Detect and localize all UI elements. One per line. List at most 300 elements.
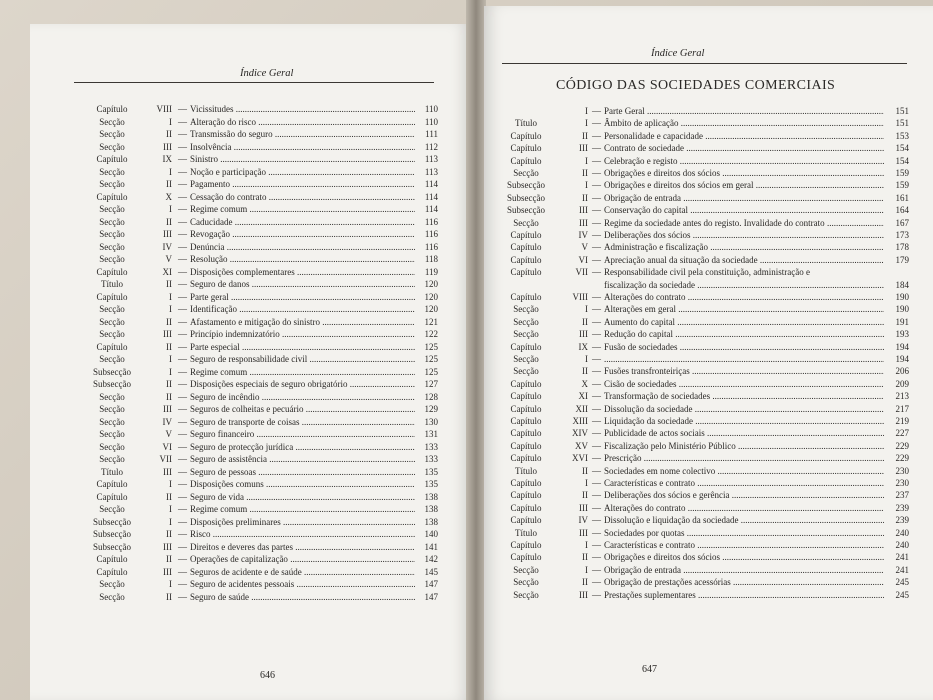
entry-dash: — xyxy=(178,404,187,414)
entry-title: Obrigação de entrada ..... xyxy=(604,565,884,576)
entry-number: I xyxy=(585,118,588,129)
entry-type: Secção xyxy=(513,354,539,364)
entry-type: Capítulo xyxy=(510,540,542,550)
entry-dash: — xyxy=(178,116,187,127)
entry-title: Seguro de protecção jurídica ..... xyxy=(190,442,415,453)
entry-dash: — xyxy=(178,129,187,139)
entry-number: XI xyxy=(162,266,172,277)
entry-page: 114 xyxy=(424,204,438,214)
entry-type: Capítulo xyxy=(96,341,128,352)
entry-dash: — xyxy=(592,453,601,464)
entry-page: 159 xyxy=(895,180,909,191)
entry-type: Secção xyxy=(99,229,125,239)
entry-title: Seguro financeiro ..... xyxy=(190,429,415,440)
entry-page: 147 xyxy=(424,579,438,589)
running-head: Índice Geral xyxy=(240,68,294,79)
entry-dash: — xyxy=(592,478,601,488)
entry-dash: — xyxy=(178,504,187,514)
entry-title: Insolvência ..... xyxy=(190,142,415,153)
entry-page: 217 xyxy=(895,403,909,414)
entry-number: II xyxy=(582,552,588,563)
entry-type: Capítulo xyxy=(96,491,128,502)
entry-type: Secção xyxy=(513,577,539,588)
entry-title: Regime comum ..... xyxy=(190,204,415,215)
entry-title: Identificação ..... xyxy=(190,304,415,315)
entry-title: Parte geral ..... xyxy=(190,292,415,303)
entry-type: Capítulo xyxy=(510,490,542,501)
entry-page: 135 xyxy=(424,466,438,477)
entry-number: XVI xyxy=(572,453,588,464)
entry-page: 241 xyxy=(895,552,909,563)
entry-title: Cessação do contrato ..... xyxy=(190,192,415,203)
entry-dash: — xyxy=(178,441,187,452)
entry-type: Secção xyxy=(99,254,125,264)
entry-number: I xyxy=(585,478,588,488)
entry-type: Capítulo xyxy=(510,143,542,154)
entry-type: Secção xyxy=(99,454,125,464)
entry-title: Responsabilidade civil pela constituição, administração e xyxy=(604,267,810,278)
entry-number: IV xyxy=(578,515,588,526)
entry-type: Capítulo xyxy=(510,378,542,389)
entry-type: Capítulo xyxy=(510,478,542,488)
page-number: 647 xyxy=(642,664,657,675)
entry-number: II xyxy=(582,168,588,178)
entry-number: I xyxy=(169,166,172,177)
entry-dash: — xyxy=(592,192,601,203)
entry-number: VIII xyxy=(156,104,172,114)
entry-dash: — xyxy=(178,429,187,439)
entry-title: Seguro de vida ..... xyxy=(190,492,415,503)
entry-type: Subsecção xyxy=(507,180,545,191)
entry-number: VIII xyxy=(572,292,588,302)
entry-title: Obrigação de entrada ..... xyxy=(604,193,884,204)
entry-type: Título xyxy=(515,118,537,129)
entry-page: 227 xyxy=(895,428,909,439)
entry-dash: — xyxy=(592,267,601,278)
entry-type: Secção xyxy=(99,354,125,364)
entry-page: 125 xyxy=(424,366,438,377)
entry-dash: — xyxy=(592,391,601,402)
entry-number: III xyxy=(163,141,172,152)
entry-title: Denúncia ..... xyxy=(190,242,415,253)
entry-type: Secção xyxy=(99,329,125,339)
entry-page: 125 xyxy=(424,354,438,364)
entry-type: Capítulo xyxy=(510,130,542,141)
entry-dash: — xyxy=(592,403,601,414)
entry-title: Deliberações dos sócios e gerência ..... xyxy=(604,490,884,501)
entry-title: Fusão de sociedades ..... xyxy=(604,342,884,353)
entry-dash: — xyxy=(592,329,601,340)
entry-dash: — xyxy=(592,254,601,265)
entry-number: III xyxy=(163,229,172,239)
entry-title: Redução do capital ..... xyxy=(604,329,884,340)
entry-dash: — xyxy=(592,502,601,513)
entry-number: II xyxy=(166,129,172,139)
entry-type: Secção xyxy=(99,504,125,514)
entry-number: I xyxy=(169,354,172,364)
entry-page: 138 xyxy=(424,504,438,514)
entry-page: 154 xyxy=(895,143,909,154)
entry-dash: — xyxy=(592,205,601,216)
entry-number: XV xyxy=(575,440,588,451)
entry-number: IV xyxy=(162,416,172,427)
header-rule xyxy=(74,82,434,83)
entry-type: Secção xyxy=(513,316,539,327)
entry-number: IX xyxy=(578,341,588,352)
entry-page: 121 xyxy=(424,316,438,327)
entry-dash: — xyxy=(178,354,187,364)
entry-number: V xyxy=(165,429,172,439)
entry-page: 113 xyxy=(424,154,438,164)
entry-type: Secção xyxy=(99,304,125,314)
entry-dash: — xyxy=(592,564,601,575)
entry-number: VII xyxy=(159,454,172,464)
entry-number: I xyxy=(169,291,172,302)
entry-number: I xyxy=(585,564,588,575)
entry-title: Conservação do capital ..... xyxy=(604,205,884,216)
entry-number: II xyxy=(166,554,172,564)
entry-dash: — xyxy=(178,241,187,252)
entry-type: Subsecção xyxy=(507,205,545,216)
entry-dash: — xyxy=(178,154,187,164)
entry-type: Capítulo xyxy=(96,104,128,114)
entry-number: V xyxy=(581,242,588,253)
entry-title: Regime comum ..... xyxy=(190,367,415,378)
entry-number: III xyxy=(579,217,588,228)
entry-title: Obrigações e direitos dos sócios ..... xyxy=(604,168,884,179)
entry-type: Capítulo xyxy=(510,403,542,414)
entry-type: Secção xyxy=(513,217,539,228)
entry-title: Parte Geral ..... xyxy=(604,106,884,117)
entry-page: 178 xyxy=(895,242,909,253)
entry-number: I xyxy=(585,180,588,191)
entry-dash: — xyxy=(592,217,601,228)
entry-type: Capítulo xyxy=(510,292,542,302)
entry-page: 128 xyxy=(424,391,438,402)
entry-type: Secção xyxy=(513,329,539,340)
entry-number: III xyxy=(163,566,172,577)
entry-page: 141 xyxy=(424,541,438,552)
entry-number: I xyxy=(585,304,588,315)
entry-dash: — xyxy=(178,216,187,227)
entry-type: Capítulo xyxy=(96,566,128,577)
entry-page: 114 xyxy=(424,191,438,202)
entry-number: III xyxy=(163,541,172,552)
entry-title: Princípio indemnizatório ..... xyxy=(190,329,415,340)
entry-number: III xyxy=(579,502,588,513)
entry-dash: — xyxy=(592,292,601,302)
entry-type: Secção xyxy=(99,179,125,189)
entry-title: Seguro de saúde ..... xyxy=(190,592,415,603)
entry-title: Fiscalização pelo Ministério Público ..... xyxy=(604,441,884,452)
entry-title: Resolução ..... xyxy=(190,254,415,265)
entry-number: X xyxy=(581,378,588,389)
entry-number: IV xyxy=(578,230,588,240)
entry-number: I xyxy=(169,304,172,314)
entry-title: Seguro de responsabilidade civil ..... xyxy=(190,354,415,365)
entry-title: Transformação de sociedades ..... xyxy=(604,391,884,402)
entry-page: 129 xyxy=(424,404,438,414)
entry-type: Capítulo xyxy=(510,453,542,464)
entry-number: II xyxy=(166,216,172,227)
entry-title: Seguro de pessoas ..... xyxy=(190,467,415,478)
entry-type: Capítulo xyxy=(96,291,128,302)
entry-dash: — xyxy=(178,491,187,502)
entry-type: Capítulo xyxy=(96,479,128,489)
running-head: Índice Geral xyxy=(651,48,705,59)
entry-dash: — xyxy=(592,465,601,476)
entry-type: Capítulo xyxy=(510,254,542,265)
entry-page: 133 xyxy=(424,454,438,464)
entry-dash: — xyxy=(178,379,187,389)
entry-title: Cisão de sociedades ..... xyxy=(604,379,884,390)
entry-type: Secção xyxy=(99,391,125,402)
entry-page: 122 xyxy=(424,329,438,339)
entry-title: Afastamento e mitigação do sinistro ..... xyxy=(190,317,415,328)
entry-title: Alteração do risco ..... xyxy=(190,117,415,128)
entry-page: 119 xyxy=(424,266,438,277)
entry-page: 140 xyxy=(424,529,438,539)
entry-page: 230 xyxy=(895,465,909,476)
entry-page: 173 xyxy=(895,230,909,240)
page-number: 646 xyxy=(260,670,275,681)
entry-type: Secção xyxy=(513,589,539,600)
entry-title: Dissolução da sociedade ..... xyxy=(604,404,884,415)
entry-number: II xyxy=(166,179,172,189)
entry-type: Secção xyxy=(99,241,125,252)
entry-type: Secção xyxy=(99,441,125,452)
entry-type: Subsecção xyxy=(93,366,131,377)
entry-title: Pagamento ..... xyxy=(190,179,415,190)
entry-page: 190 xyxy=(895,304,909,315)
entry-dash: — xyxy=(178,291,187,302)
entry-dash: — xyxy=(178,279,187,289)
entry-number: II xyxy=(582,577,588,588)
entry-dash: — xyxy=(592,540,601,550)
entry-number: II xyxy=(582,465,588,476)
entry-title: Seguros de acidente e de saúde ..... xyxy=(190,567,415,578)
entry-page: 167 xyxy=(895,217,909,228)
entry-page: 111 xyxy=(425,129,438,139)
entry-title: Sinistro ..... xyxy=(190,154,415,165)
entry-type: Secção xyxy=(99,316,125,327)
entry-dash: — xyxy=(178,529,187,539)
entry-title: Contrato de sociedade ..... xyxy=(604,143,884,154)
entry-dash: — xyxy=(178,566,187,577)
entry-number: I xyxy=(585,354,588,364)
entry-number: III xyxy=(163,466,172,477)
entry-type: Capítulo xyxy=(96,154,128,164)
entry-number: II xyxy=(582,366,588,377)
entry-page: 120 xyxy=(424,304,438,314)
entry-title: Sociedades em nome colectivo ..... xyxy=(604,466,884,477)
entry-dash: — xyxy=(592,230,601,240)
entry-number: I xyxy=(169,504,172,514)
entry-dash: — xyxy=(592,440,601,451)
entry-number: VI xyxy=(578,254,588,265)
entry-number: III xyxy=(579,527,588,538)
entry-type: Capítulo xyxy=(96,191,128,202)
entry-number: XII xyxy=(575,403,588,414)
entry-number: I xyxy=(169,479,172,489)
entry-page: 240 xyxy=(895,540,909,550)
entry-page: 194 xyxy=(895,341,909,352)
entry-title: Obrigações e direitos dos sócios em geral ..... xyxy=(604,180,884,191)
entry-page: 191 xyxy=(895,316,909,327)
entry-page: 151 xyxy=(895,106,909,116)
entry-page: 125 xyxy=(424,341,438,352)
entry-dash: — xyxy=(592,143,601,154)
entry-dash: — xyxy=(592,527,601,538)
entry-title: Dissolução e liquidação da sociedade ..... xyxy=(604,515,884,526)
entry-page: 113 xyxy=(424,166,438,177)
entry-title: Seguro de danos ..... xyxy=(190,279,415,290)
entry-type: Capítulo xyxy=(510,391,542,402)
entry-type: Capítulo xyxy=(510,552,542,563)
entry-page: 239 xyxy=(895,502,909,513)
entry-dash: — xyxy=(178,229,187,239)
entry-page: 230 xyxy=(895,478,909,488)
entry-title: Celebração e registo ..... xyxy=(604,156,884,167)
entry-number: I xyxy=(169,579,172,589)
entry-number: II xyxy=(166,391,172,402)
entry-type: Subsecção xyxy=(507,192,545,203)
entry-dash: — xyxy=(178,579,187,589)
entry-dash: — xyxy=(178,204,187,214)
entry-dash: — xyxy=(178,516,187,527)
entry-page: 213 xyxy=(895,391,909,402)
entry-dash: — xyxy=(178,166,187,177)
entry-page: 120 xyxy=(424,291,438,302)
entry-number: II xyxy=(582,192,588,203)
entry-dash: — xyxy=(178,104,187,114)
entry-title: fiscalização da sociedade ..... xyxy=(604,280,884,291)
entry-page: 142 xyxy=(424,554,438,564)
entry-dash: — xyxy=(178,554,187,564)
entry-dash: — xyxy=(592,242,601,253)
entry-page: 206 xyxy=(895,366,909,377)
entry-number: VII xyxy=(575,267,588,278)
entry-title: Características e contrato ..... xyxy=(604,478,884,489)
entry-page: 219 xyxy=(895,416,909,426)
entry-page: 193 xyxy=(895,329,909,340)
entry-page: 240 xyxy=(895,527,909,538)
entry-number: XI xyxy=(578,391,588,402)
entry-type: Subsecção xyxy=(93,516,131,527)
entry-dash: — xyxy=(178,266,187,277)
entry-dash: — xyxy=(592,168,601,178)
entry-type: Capítulo xyxy=(510,230,542,240)
entry-title: Regime comum ..... xyxy=(190,504,415,515)
entry-number: II xyxy=(582,490,588,501)
entry-title: Personalidade e capacidade ..... xyxy=(604,131,884,142)
entry-page: 118 xyxy=(424,254,438,264)
entry-number: XIII xyxy=(572,416,588,426)
entry-title: Alterações do contrato ..... xyxy=(604,292,884,303)
entry-dash: — xyxy=(178,329,187,339)
entry-dash: — xyxy=(592,304,601,315)
entry-number: I xyxy=(169,516,172,527)
entry-number: II xyxy=(166,341,172,352)
entry-title: Disposições especiais de seguro obrigatório ..... xyxy=(190,379,415,390)
entry-page: 112 xyxy=(424,141,438,152)
entry-dash: — xyxy=(592,130,601,141)
left-page xyxy=(30,24,468,700)
entry-type: Secção xyxy=(99,166,125,177)
entry-number: X xyxy=(165,191,172,202)
entry-dash: — xyxy=(592,416,601,426)
entry-number: II xyxy=(582,316,588,327)
entry-dash: — xyxy=(178,541,187,552)
entry-type: Secção xyxy=(99,216,125,227)
entry-type: Capítulo xyxy=(510,428,542,439)
entry-type: Título xyxy=(515,465,537,476)
entry-type: Subsecção xyxy=(93,529,131,539)
entry-dash: — xyxy=(178,454,187,464)
entry-type: Título xyxy=(101,279,123,289)
entry-title: Seguro de assistência ..... xyxy=(190,454,415,465)
entry-number: XIV xyxy=(572,428,588,439)
entry-title: Obrigações e direitos dos sócios ..... xyxy=(604,552,884,563)
entry-title: Disposições preliminares ..... xyxy=(190,517,415,528)
entry-title: Noção e participação ..... xyxy=(190,167,415,178)
entry-page: 133 xyxy=(424,441,438,452)
entry-page: 114 xyxy=(424,179,438,189)
entry-type: Capítulo xyxy=(510,267,542,278)
entry-title: Risco ..... xyxy=(190,529,415,540)
entry-page: 184 xyxy=(895,279,909,290)
entry-number: III xyxy=(579,143,588,154)
entry-page: 245 xyxy=(895,577,909,588)
entry-number: III xyxy=(579,329,588,340)
entry-page: 116 xyxy=(424,216,438,227)
entry-dash: — xyxy=(592,366,601,377)
entry-dash: — xyxy=(178,254,187,264)
entry-page: 131 xyxy=(424,429,438,439)
entry-title: Fusões transfronteiriças ..... xyxy=(604,366,884,377)
entry-dash: — xyxy=(178,316,187,327)
entry-title: Disposições comuns ..... xyxy=(190,479,415,490)
entry-number: I xyxy=(169,204,172,214)
entry-dash: — xyxy=(592,378,601,389)
entry-title: Deliberações dos sócios ..... xyxy=(604,230,884,241)
entry-number: II xyxy=(166,379,172,389)
entry-title: Âmbito de aplicação ..... xyxy=(604,118,884,129)
entry-number: II xyxy=(582,130,588,141)
entry-page: 154 xyxy=(895,155,909,166)
entry-dash: — xyxy=(592,577,601,588)
entry-number: IV xyxy=(162,241,172,252)
entry-number: I xyxy=(169,366,172,377)
entry-number: II xyxy=(166,529,172,539)
entry-title: Obrigação de prestações acessórias ..... xyxy=(604,577,884,588)
entry-title: Transmissão do seguro ..... xyxy=(190,129,415,140)
entry-page: 147 xyxy=(424,591,438,602)
entry-title: Liquidação da sociedade ..... xyxy=(604,416,884,427)
entry-dash: — xyxy=(178,366,187,377)
entry-dash: — xyxy=(592,155,601,166)
entry-title: Seguros de colheitas e pecuário ..... xyxy=(190,404,415,415)
entry-type: Secção xyxy=(99,416,125,427)
entry-page: 127 xyxy=(424,379,438,389)
entry-page: 110 xyxy=(424,116,438,127)
header-rule xyxy=(502,63,907,64)
entry-dash: — xyxy=(592,118,601,129)
entry-page: 190 xyxy=(895,292,909,302)
entry-title: Sociedades por quotas ..... xyxy=(604,528,884,539)
entry-dash: — xyxy=(592,490,601,501)
entry-title: Vicissitudes ..... xyxy=(190,104,415,115)
